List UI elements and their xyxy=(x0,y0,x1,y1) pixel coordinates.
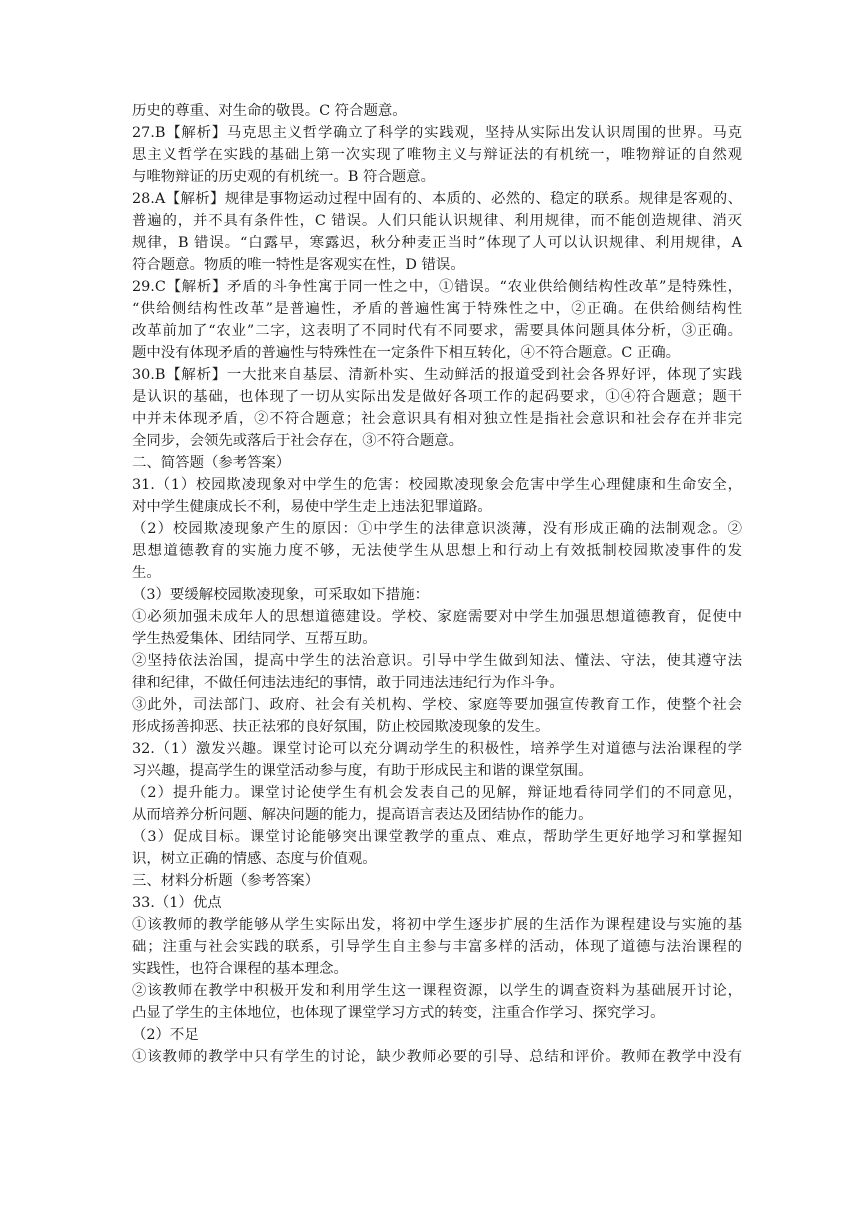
text-line: 32.（1）激发兴趣。课堂讨论可以充分调动学生的积极性，培养学生对道德与法治课程的学 xyxy=(132,741,742,757)
text-line: 31.（1）校园欺凌现象对中学生的危害：校园欺凌现象会危害中学生心理健康和生命安全， xyxy=(132,477,742,493)
text-line: 识，树立正确的情感、态度与价值观。 xyxy=(132,851,377,867)
text-line: ②坚持依法治国，提高中学生的法治意识。引导中学生做到知法、懂法、守法，使其遵守法 xyxy=(132,653,742,669)
text-line: 符合题意。物质的唯一特性是客观实在性，D 错误。 xyxy=(132,257,465,273)
text-line: 是认识的基础，也体现了一切从实际出发是做好各项工作的起码要求，①④符合题意；题干 xyxy=(132,389,742,405)
text-line: 础；注重与社会实践的联系，引导学生自主参与丰富多样的活动，体现了道德与法治课程的 xyxy=(132,939,742,955)
text-line: ①该教师的教学中只有学生的讨论，缺少教师必要的引导、总结和评价。教师在教学中没有 xyxy=(132,1049,742,1065)
text-line: 中并未体现矛盾，②不符合题意；社会意识具有相对独立性是指社会意识和社会存在并非完 xyxy=(132,411,742,427)
text-line: 律和纪律，不做任何违法违纪的事情，敢于同违法违纪行为作斗争。 xyxy=(132,675,564,691)
text-line: ①必须加强未成年人的思想道德建设。学校、家庭需要对中学生加强思想道德教育，促使中 xyxy=(132,609,742,625)
text-line: 27.B【解析】马克思主义哲学确立了科学的实践观，坚持从实际出发认识周围的世界。马克 xyxy=(132,125,742,141)
text-line: 规律，B 错误。“白露早，寒露迟，秋分种麦正当时”体现了人可以认识规律、利用规律，A xyxy=(132,235,742,251)
text-line: 从而培养分析问题、解决问题的能力，提高语言表达及团结协作的能力。 xyxy=(132,807,593,823)
text-line: ①该教师的教学能够从学生实际出发，将初中学生逐步扩展的生活作为课程建设与实施的基 xyxy=(132,917,742,933)
text-line: 对中学生健康成长不利，易使中学生走上违法犯罪道路。 xyxy=(132,499,492,515)
text-line: 学生热爱集体、团结同学、互帮互助。 xyxy=(132,631,377,647)
text-line: 思想道德教育的实施力度不够，无法使学生从思想上和行动上有效抵制校园欺凌事件的发 xyxy=(132,543,742,559)
text-line: 习兴趣，提高学生的课堂活动参与度，有助于形成民主和谐的课堂氛围。 xyxy=(132,763,593,779)
text-line: （2）不足 xyxy=(132,1027,199,1043)
text-line: ③此外，司法部门、政府、社会有关机构、学校、家庭等要加强宣传教育工作，使整个社会 xyxy=(132,697,742,713)
text-line: （2）提升能力。课堂讨论使学生有机会发表自己的见解，辩证地看待同学们的不同意见， xyxy=(132,785,742,801)
text-line: 全同步，会领先或落后于社会存在，③不符合题意。 xyxy=(132,433,463,449)
text-line: 30.B【解析】一大批来自基层、清新朴实、生动鲜活的报道受到社会各界好评，体现了实践 xyxy=(132,367,742,383)
text-line: “供给侧结构性改革”是普遍性，矛盾的普遍性寓于特殊性之中，②正确。在供给侧结构性 xyxy=(132,301,742,317)
text-line: ②该教师在教学中积极开发和利用学生这一课程资源，以学生的调查资料为基础展开讨论， xyxy=(132,983,742,999)
text-line: 普遍的，并不具有条件性，C 错误。人们只能认识规律、利用规律，而不能创造规律、消灭 xyxy=(132,213,742,229)
text-line: 三、材料分析题（参考答案） xyxy=(132,873,320,889)
text-line: （2）校园欺凌现象产生的原因：①中学生的法律意识淡薄，没有形成正确的法制观念。② xyxy=(132,521,742,537)
text-line: 二、简答题（参考答案） xyxy=(132,455,291,471)
text-line: 历史的尊重、对生命的敬畏。C 符合题意。 xyxy=(132,103,407,119)
text-line: 实践性，也符合课程的基本理念。 xyxy=(132,961,348,977)
text-line: 28.A【解析】规律是事物运动过程中固有的、本质的、必然的、稳定的联系。规律是客观的、 xyxy=(132,191,742,207)
text-line: 题中没有体现矛盾的普遍性与特殊性在一定条件下相互转化，④不符合题意。C 正确。 xyxy=(132,345,681,361)
text-line: （3）要缓解校园欺凌现象，可采取如下措施： xyxy=(132,587,429,603)
text-line: （3）促成目标。课堂讨论能够突出课堂教学的重点、难点，帮助学生更好地学习和掌握知 xyxy=(132,829,742,845)
text-line: 29.C【解析】矛盾的斗争性寓于同一性之中，①错误。“农业供给侧结构性改革”是特殊性， xyxy=(132,279,742,295)
document-body xyxy=(132,100,742,1068)
text-line: 形成扬善抑恶、扶正祛邪的良好氛围，防止校园欺凌现象的发生。 xyxy=(132,719,550,735)
text-line: 思主义哲学在实践的基础上第一次实现了唯物主义与辩证法的有机统一，唯物辩证的自然观 xyxy=(132,147,742,163)
text-line: 生。 xyxy=(132,565,161,581)
text-line: 33.（1）优点 xyxy=(132,895,222,911)
text-line: 改革前加了“农业”二字，这表明了不同时代有不同要求，需要具体问题具体分析，③正确。 xyxy=(132,323,742,339)
text-line: 与唯物辩证的历史观的有机统一。B 符合题意。 xyxy=(132,169,435,185)
text-line: 凸显了学生的主体地位，也体现了课堂学习方式的转变，注重合作学习、探究学习。 xyxy=(132,1005,665,1021)
